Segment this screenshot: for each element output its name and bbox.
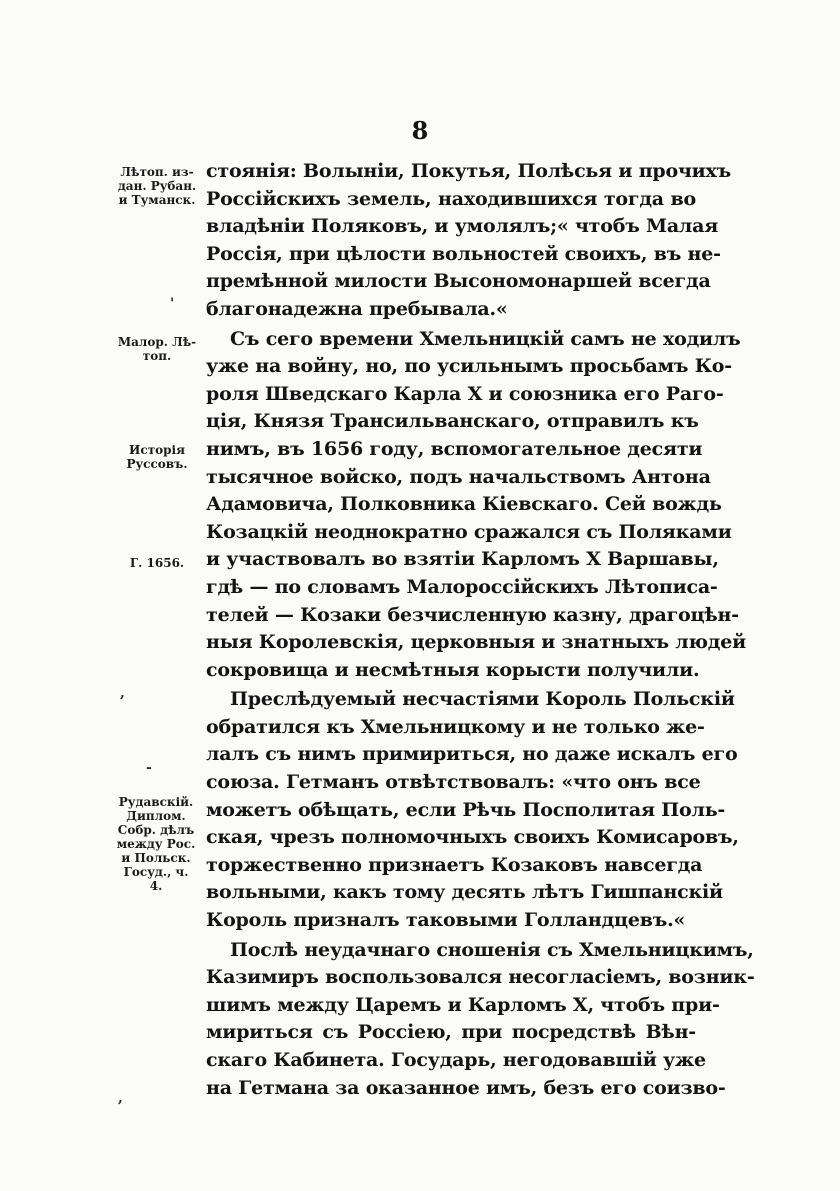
text-line: на Гетмана за оказанное имъ, безъ его соизво- [206, 1076, 726, 1099]
margin-note-line: и Туманск. [118, 193, 196, 207]
margin-note-line: топ. [142, 349, 172, 363]
margin-note-line: Г. 1656. [129, 556, 185, 570]
text-line: шимъ между Царемъ и Карломъ X, чтобъ при- [206, 993, 720, 1016]
margin-note-line: Руссовъ. [126, 457, 188, 471]
text-line: гдѣ — по словамъ Малороссійскихъ Лѣтописа- [206, 575, 718, 598]
margin-note-line: между Рос. [116, 837, 196, 851]
margin-note-year [108, 556, 206, 570]
text-line: тысячное войско, подъ начальствомъ Антона [206, 465, 711, 488]
text-line: можетъ обѣщать, если Рѣчь Посполитая Поль- [206, 798, 726, 821]
text-line: лалъ съ нимъ примириться, но даже искалъ его [206, 743, 738, 766]
text-line: скаго Кабинета. Государь, негодовавшій уже [206, 1049, 706, 1071]
margin-note-line: Госуд., ч. [123, 865, 189, 879]
text-line: союза. Гетманъ отвѣтствовалъ: «что онъ все [206, 771, 701, 794]
margin-note-rudavsky [104, 795, 208, 893]
text-line: Король призналъ таковыми Голландцевъ.« [206, 909, 686, 932]
text-line: сокровища и несмѣтныя корысти получили. [206, 658, 700, 681]
text-line: телей — Козаки безчисленную казну, драгоцѣн- [206, 603, 739, 626]
text-line: ныя Королевскія, церковныя и знатныхъ людей [206, 631, 747, 654]
margin-note-malor-letopis [108, 335, 206, 363]
margin-note-line: Лѣтоп. из- [120, 165, 194, 179]
text-line: Казимиръ воспользовался несогласіемъ, возник- [206, 966, 755, 989]
text-line: Россія, при цѣлости вольностей своихъ, въ не- [206, 242, 721, 265]
text-line: ская, чрезъ полномочныхъ своихъ Комисаровъ, [206, 826, 739, 849]
text-line: уже на войну, но, по усильнымъ просьбамъ Ко- [206, 355, 732, 378]
print-speck: ' [170, 296, 175, 312]
text-line: роля Шведскаго Карла X и союзника его Раго- [206, 382, 724, 405]
body-text [206, 158, 755, 1102]
text-line: торжественно признаетъ Козаковъ навсегда [206, 853, 703, 876]
margin-note-line: дан. Рубан. [117, 179, 197, 193]
margin-note-line: 4. [149, 879, 163, 893]
margin-note-line: Диплом. [126, 809, 186, 823]
text-line: стоянія: Волыніи, Покутья, Полѣсья и прочихъ [206, 160, 732, 182]
margin-note-line: Собр. дѣлъ [117, 823, 195, 837]
margin-note-line: Исторія [129, 443, 185, 457]
text-line: ція, Князя Трансильванскаго, отправилъ къ [206, 410, 699, 433]
margin-note-letopis-izdan [108, 165, 206, 207]
margin-note-line: и Польск. [121, 851, 191, 865]
text-line: Козацкій неоднократно сражался съ Поляками [206, 520, 732, 543]
margin-note-istoria-russov [108, 443, 206, 471]
page-number: 8 [411, 116, 429, 145]
text-line: Преслѣдуемый несчастіями Король Польскій [230, 688, 735, 711]
text-line: владѣніи Поляковъ, и умолялъ;« чтобъ Малая [206, 215, 719, 238]
text-line: нимъ, въ 1656 году, вспомогательное десяти [206, 437, 703, 460]
text-line: вольными, какъ тому десять лѣтъ Гишпанскій [206, 881, 723, 904]
print-speck: , [118, 1090, 123, 1106]
print-speck: - [146, 760, 152, 776]
text-line: Россійскихъ земель, находившихся тогда во [206, 187, 696, 210]
text-line: премѣнной милости Высономонаршей всегда [206, 270, 711, 293]
text-line: Адамовича, Полковника Кіевскаго. Сей вождь [206, 493, 722, 516]
margin-note-line: Малор. Лѣ- [117, 335, 197, 349]
text-line: обратился къ Хмельницкому и не только же- [206, 715, 705, 738]
print-speck: , [120, 685, 125, 701]
text-line: мириться съ Россіею, при посредствѣ Вѣн- [206, 1021, 696, 1044]
text-line: и участвовалъ во взятіи Карломъ X Варшавы, [206, 548, 719, 571]
margin-note-line: Рудавскій. [118, 795, 194, 809]
text-line: Послѣ неудачнаго сношенія съ Хмельницкимъ, [230, 938, 754, 961]
text-line: благонадежна пребывала.« [206, 297, 508, 320]
text-line: Съ сего времени Хмельницкій самъ не ходилъ [230, 327, 741, 350]
